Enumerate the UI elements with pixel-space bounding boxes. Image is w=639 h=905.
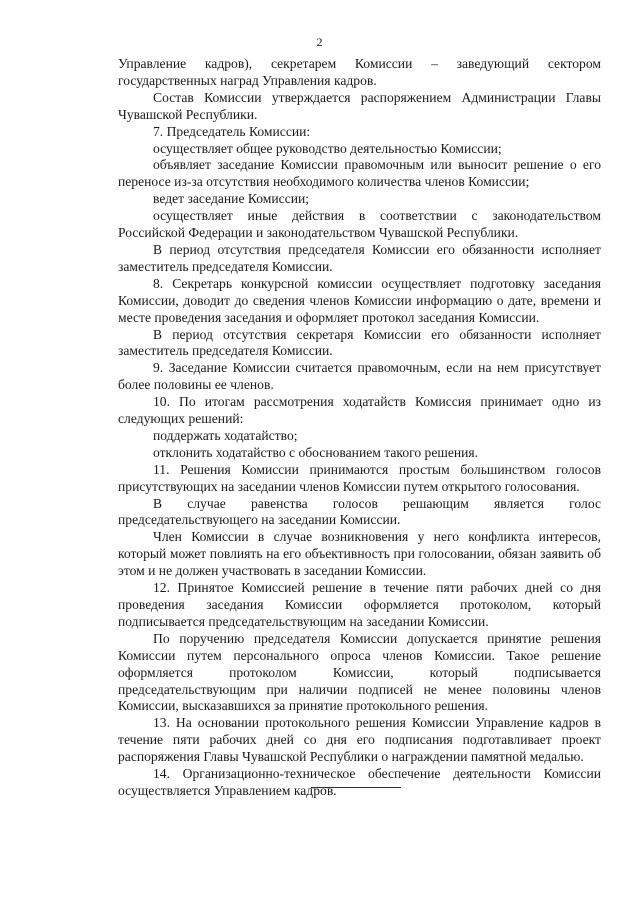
- paragraph-item-14: 14. Организационно-техническое обеспечение деятельности Комиссии осуществляется Управлением кадров.: [118, 766, 601, 798]
- paragraph-item-8: 8. Секретарь конкурсной комиссии осуществляет подготовку заседания Комиссии, доводит до сведения членов Комиссии информацию о дате, времени и месте проведения заседания и оформляет протокол заседания Комиссии.: [118, 275, 601, 325]
- paragraph-chair-duty-4: осуществляет иные действия в соответствии с законодательством Российской Федерации и законодательством Чувашской Республики.: [118, 208, 601, 241]
- closing-rule-line: [311, 787, 401, 788]
- paragraph-tie-vote: В случае равенства голосов решающим является голос председательствующего на заседании Комиссии.: [118, 495, 601, 528]
- page-number: 2: [316, 35, 323, 49]
- paragraph-conflict-of-interest: Член Комиссии в случае возникновения у него конфликта интересов, который может повлиять на его объективность при голосовании, обязан заявить об этом и не должен участвовать в заседании Комиссии.: [118, 529, 601, 579]
- paragraph-personal-poll: По поручению председателя Комиссии допускается принятие решения Комиссии путем персонального опроса членов Комиссии. Такое решение оформляется протоколом Комиссии, который подписывается председательствующим при наличии подписей не менее половины членов Комиссии, высказавшихся за принятие протокольного решения.: [118, 630, 601, 714]
- paragraph-chair-duty-2: объявляет заседание Комиссии правомочным или выносит решение о его переносе из-за отсутствия необходимого количества членов Комиссии;: [118, 157, 601, 190]
- paragraph-continuation: Управление кадров), секретарем Комиссии – заведующий сектором государственных наград Управления кадров.: [118, 56, 601, 88]
- paragraph-secretary-absence: В период отсутствия секретаря Комиссии его обязанности исполняет заместитель председателя Комиссии.: [118, 326, 601, 359]
- paragraph-item-7-heading: 7. Председатель Комиссии:: [153, 123, 311, 139]
- paragraph-item-13: 13. На основании протокольного решения Комиссии Управление кадров в течение пяти рабочих дней со дня его подписания подготавливает проект распоряжения Главы Чувашской Республики о награждении памятной медалью.: [118, 715, 601, 765]
- paragraph-decision-option-2: отклонить ходатайство с обоснованием такого решения.: [153, 444, 479, 460]
- paragraph-chair-duty-3: ведет заседание Комиссии;: [153, 191, 310, 207]
- paragraph-item-9: 9. Заседание Комиссии считается правомочным, если на нем присутствует более половины ее членов.: [118, 360, 601, 393]
- paragraph-chair-duty-1: осуществляет общее руководство деятельностью Комиссии;: [153, 140, 502, 156]
- paragraph-decision-option-1: поддержать ходатайство;: [153, 427, 298, 443]
- paragraph-item-12: 12. Принятое Комиссией решение в течение пяти рабочих дней со дня проведения заседания Комиссии оформляется протоколом, который подписывается председательствующим на заседании Комиссии.: [118, 580, 601, 629]
- paragraph-commission-composition: Состав Комиссии утверждается распоряжением Администрации Главы Чувашской Республики.: [118, 89, 601, 122]
- paragraph-item-11: 11. Решения Комиссии принимаются простым большинством голосов присутствующих на заседании членов Комиссии путем открытого голосования.: [118, 461, 601, 494]
- paragraph-item-10: 10. По итогам рассмотрения ходатайств Комиссия принимает одно из следующих решений:: [118, 394, 601, 427]
- document-body: [118, 56, 601, 800]
- paragraph-chair-absence: В период отсутствия председателя Комиссии его обязанности исполняет заместитель председателя Комиссии.: [118, 241, 601, 274]
